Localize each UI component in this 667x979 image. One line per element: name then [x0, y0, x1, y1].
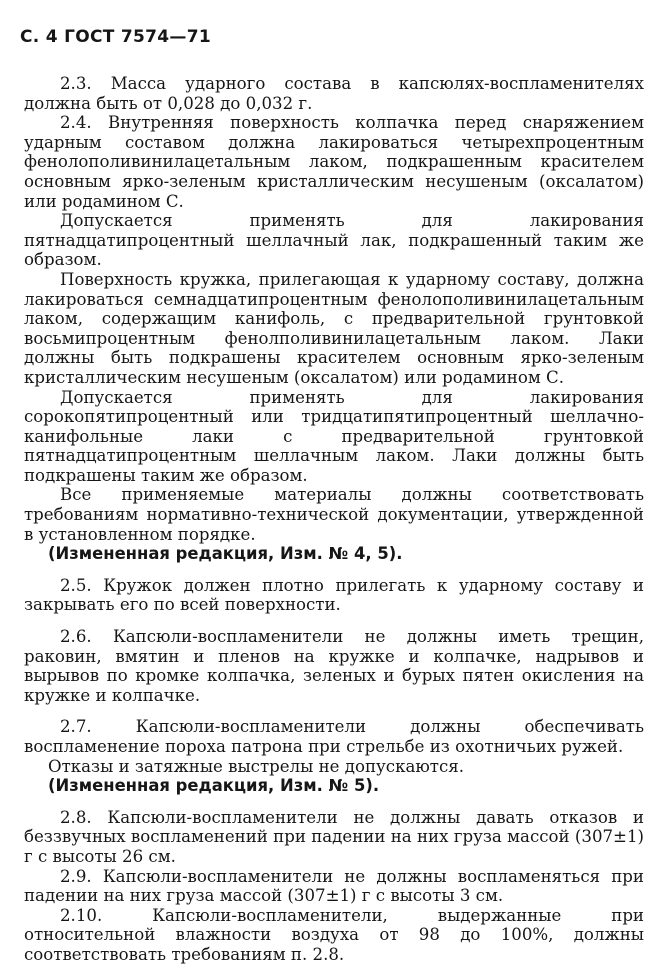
paragraph-2-9: 2.9. Капсюли-воспламенители не должны воспламеняться при падении на них груза массой (307±1) г с высоты 3 см.: [24, 866, 644, 906]
amendment-note-5: (Измененная редакция, Изм. № 5).: [48, 776, 380, 796]
document-body: [24, 74, 644, 965]
paragraph-2-7: 2.7. Капсюли-воспламенители должны обеспечивать воспламенение пороха патрона при стрельбе из охотничьих ружей.: [24, 717, 644, 756]
paragraph-2-8: 2.8. Капсюли-воспламенители не должны давать отказов и беззвучных воспламенений при падении на них груза массой (307±1) г с высоты 26 см.: [24, 807, 644, 866]
paragraph-2-4: 2.4. Внутренняя поверхность колпачка перед снаряжением ударным составом должна лакироваться четырехпроцентным фенолополивинилацетальным лаком, подкрашенным красителем основным ярко-зеленым кристаллическим несушеным (оксалатом) или родамином С.: [24, 113, 644, 211]
paragraph-2-10: 2.10. Капсюли-воспламенители, выдержанные при относительной влажности воздуха от 98 до 100%, должны соответствовать требованиям п. 2.8.: [24, 905, 644, 964]
paragraph-2-3: 2.3. Масса ударного состава в капсюлях-воспламенителях должна быть от 0,028 до 0,032 г.: [24, 74, 644, 113]
paragraph-disc-surface: Поверхность кружка, прилегающая к ударному составу, должна лакироваться семнадцатипроцентным фенолополивинилацетальным лаком, содержащим канифоль, с предварительной грунтовкой восьмипроцентным фенолполивинилацетальным лаком. Лаки должны быть подкрашены красителем основным ярко-зеленым кристаллическим несушеным (оксалатом) или родамином С.: [24, 269, 644, 387]
paragraph-rosin-permission: Допускается применять для лакирования сорокопятипроцентный или тридцатипятипроцентный шеллачно-канифольные лаки с предварительной грунтовкой пятнадцатипроцентным шеллачным лаком. Лаки должны быть подкрашены таким же образом.: [24, 387, 644, 485]
paragraph-misfires: Отказы и затяжные выстрелы не допускаются.: [48, 756, 465, 776]
paragraph-2-5: 2.5. Кружок должен плотно прилегать к ударному составу и закрывать его по всей поверхности.: [24, 575, 644, 615]
paragraph-materials: Все применяемые материалы должны соответствовать требованиям нормативно-технической документации, утвержденной в установленном порядке.: [24, 485, 644, 544]
paragraph-2-6: 2.6. Капсюли-воспламенители не должны иметь трещин, раковин, вмятин и пленов на кружке и колпачке, надрывов и вырывов по кромке колпачка, зеленых и бурых пятен окисления на кружке и колпачке.: [24, 627, 644, 705]
page-header: С. 4 ГОСТ 7574—71: [20, 27, 211, 47]
amendment-note-4-5: (Измененная редакция, Изм. № 4, 5).: [48, 544, 403, 564]
paragraph-shellac-permission: Допускается применять для лакирования пятнадцатипроцентный шеллачный лак, подкрашенный таким же образом.: [24, 211, 644, 270]
